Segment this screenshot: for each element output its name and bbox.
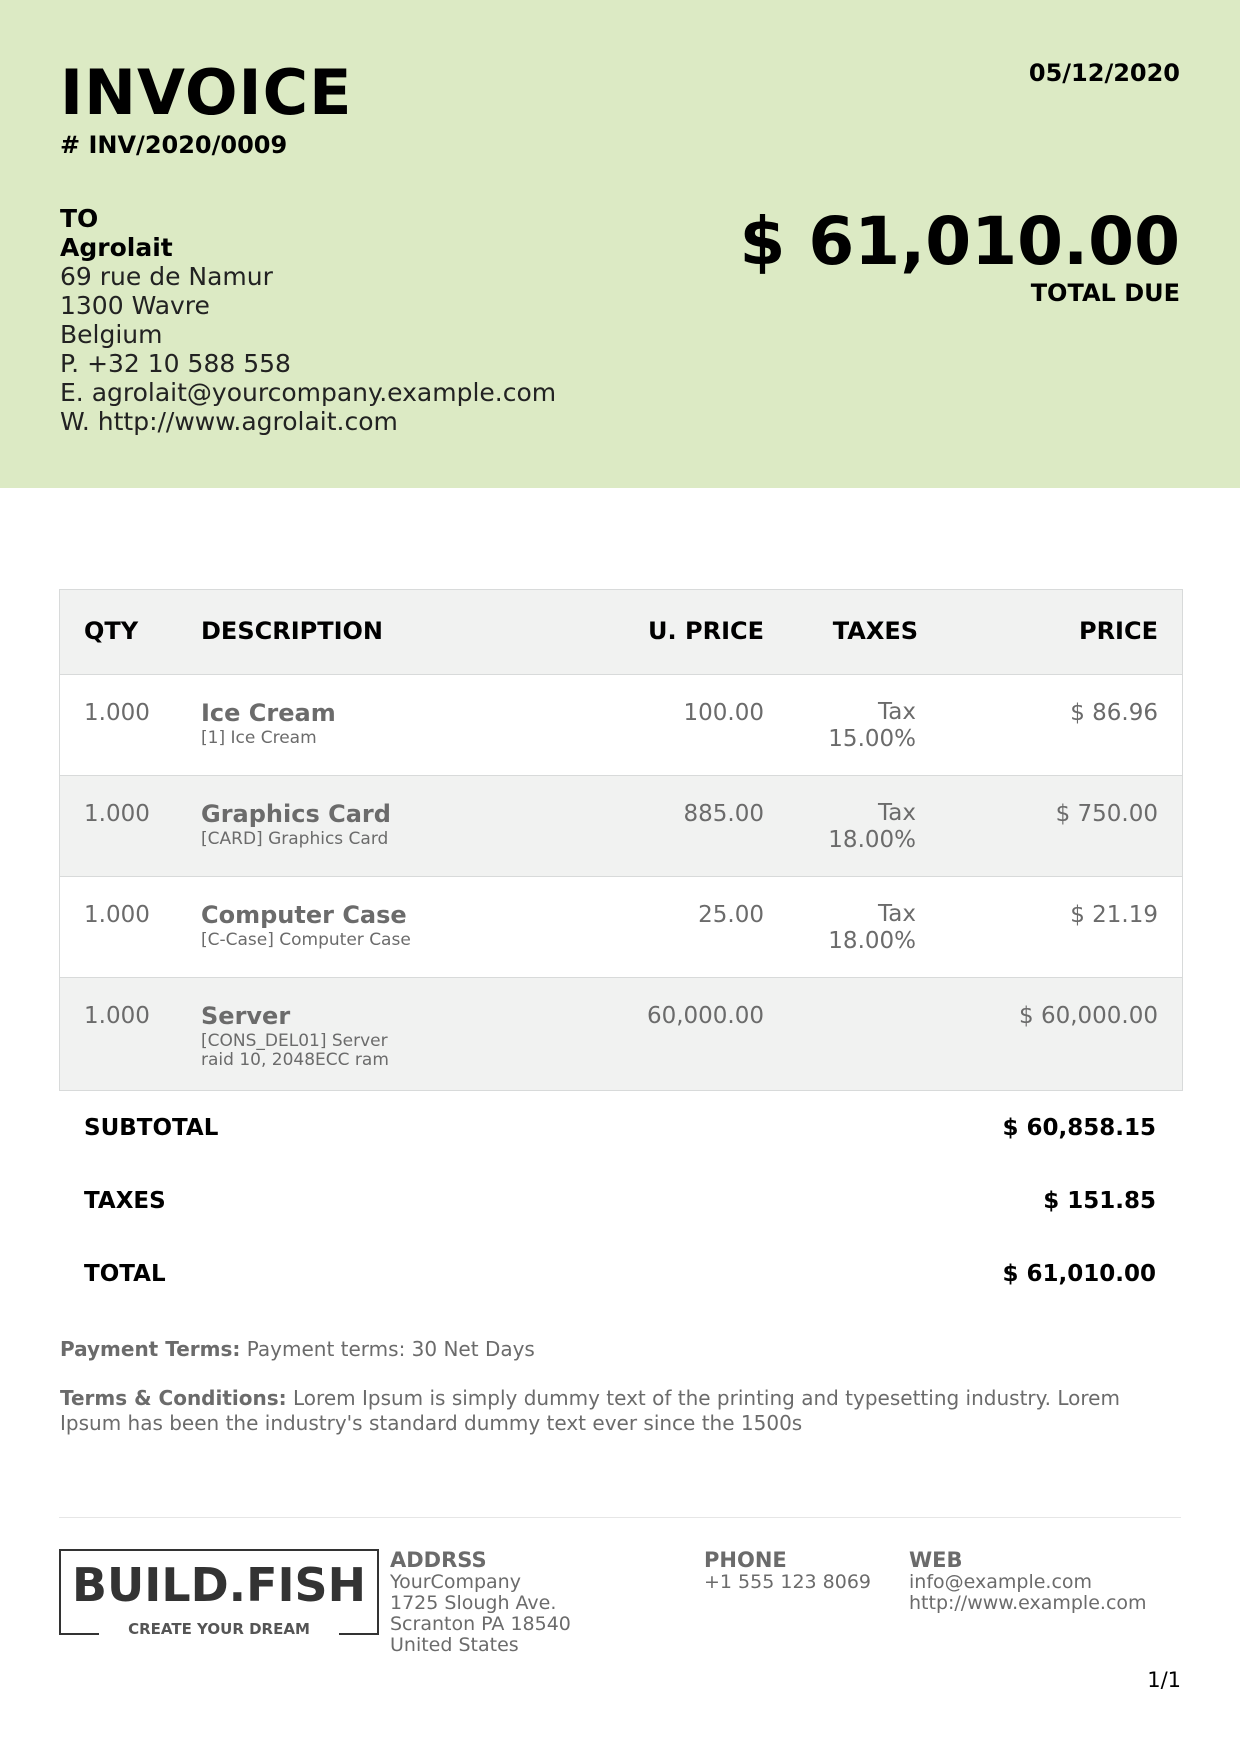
customer-email: E. agrolait@yourcompany.example.com <box>60 378 557 407</box>
total-due-amount: $ 61,010.00 <box>739 203 1180 280</box>
row-product-name: Graphics Card <box>201 800 391 828</box>
company-address-line: YourCompany <box>390 1571 521 1593</box>
row-product-detail <box>201 1032 389 1070</box>
customer-name: Agrolait <box>60 233 173 262</box>
row-price: $ 86.96 <box>1070 700 1158 726</box>
terms-and-conditions <box>60 1386 1180 1436</box>
row-qty: 1.000 <box>84 801 150 827</box>
payment-terms-text: Payment terms: 30 Net Days <box>246 1337 535 1361</box>
web-heading: WEB <box>909 1548 963 1572</box>
customer-address-line: 1300 Wavre <box>60 291 210 320</box>
logo-text: BUILD.FISH <box>72 1558 366 1612</box>
invoice-number: # INV/2020/0009 <box>60 131 288 159</box>
terms-conditions-text: Lorem Ipsum is simply dummy text of the printing and typesetting industry. Lorem Ipsum has been the industry's standard dummy text ever since the 1500s <box>60 1386 1120 1435</box>
total-value: $ 61,010.00 <box>1002 1261 1156 1287</box>
taxes-value: $ 151.85 <box>1043 1188 1156 1214</box>
payment-terms <box>60 1337 1180 1362</box>
company-logo <box>59 1549 379 1637</box>
invoice-title: INVOICE <box>60 56 353 129</box>
phone-heading: PHONE <box>704 1548 787 1572</box>
customer-web: W. http://www.agrolait.com <box>60 407 398 436</box>
footer-divider <box>59 1517 1181 1518</box>
row-qty: 1.000 <box>84 902 150 928</box>
unit-price-header: U. PRICE <box>648 617 764 645</box>
address-heading: ADDRSS <box>390 1548 487 1572</box>
footer-phone <box>704 1548 871 1593</box>
row-product-detail-line: [CARD] Graphics Card <box>201 829 389 849</box>
terms-conditions-label: Terms & Conditions: <box>60 1386 287 1410</box>
customer-address-block <box>60 204 556 436</box>
row-unit-price: 885.00 <box>683 801 764 827</box>
row-tax-rate: 18.00% <box>828 827 916 853</box>
table-row <box>60 877 1182 978</box>
company-website[interactable]: http://www.example.com <box>909 1592 1147 1614</box>
table-row <box>60 675 1182 776</box>
row-product-detail-line: [1] Ice Cream <box>201 728 317 748</box>
total-label: TOTAL <box>84 1261 166 1287</box>
row-tax <box>828 901 916 955</box>
row-unit-price: 60,000.00 <box>646 1003 764 1029</box>
table-header <box>60 590 1182 675</box>
company-address-line: Scranton PA 18540 <box>390 1613 571 1635</box>
customer-phone: P. +32 10 588 558 <box>60 349 291 378</box>
company-phone: +1 555 123 8069 <box>704 1571 872 1593</box>
company-address-line: 1725 Slough Ave. <box>390 1592 557 1614</box>
row-tax-label: Tax <box>878 800 916 826</box>
invoice-lines-table <box>59 589 1183 1091</box>
logo-tagline: CREATE YOUR DREAM <box>128 1620 310 1637</box>
payment-terms-label: Payment Terms: <box>60 1337 241 1361</box>
table-row <box>60 978 1182 1091</box>
page-number: 1/1 <box>1147 1668 1181 1692</box>
taxes-header: TAXES <box>832 617 918 645</box>
row-product-name: Server <box>201 1002 291 1030</box>
row-product-name: Computer Case <box>201 901 407 929</box>
row-tax-rate: 18.00% <box>828 928 916 954</box>
row-product-detail <box>201 729 317 748</box>
row-product-name: Ice Cream <box>201 699 336 727</box>
row-product-detail-line: [CONS_DEL01] Server <box>201 1031 388 1051</box>
company-email[interactable]: info@example.com <box>909 1571 1093 1593</box>
row-price: $ 60,000.00 <box>1019 1003 1158 1029</box>
row-tax-rate: 15.00% <box>828 726 916 752</box>
description-header: DESCRIPTION <box>201 617 384 645</box>
row-qty: 1.000 <box>84 1003 150 1029</box>
row-tax-label: Tax <box>878 901 916 927</box>
to-label: TO <box>60 204 99 233</box>
subtotal-value: $ 60,858.15 <box>1002 1115 1156 1141</box>
total-due-label: TOTAL DUE <box>1030 279 1180 307</box>
row-product-detail-line: raid 10, 2048ECC ram <box>201 1050 389 1070</box>
customer-address-line: 69 rue de Namur <box>60 262 273 291</box>
customer-address-line: Belgium <box>60 320 163 349</box>
row-price: $ 21.19 <box>1070 902 1158 928</box>
row-unit-price: 25.00 <box>698 902 764 928</box>
row-product-detail-line: [C-Case] Computer Case <box>201 930 411 950</box>
invoice-header <box>0 0 1240 488</box>
row-unit-price: 100.00 <box>683 700 764 726</box>
footer-address <box>390 1548 571 1656</box>
company-address-line: United States <box>390 1634 519 1656</box>
row-tax <box>828 800 916 854</box>
taxes-label: TAXES <box>84 1188 166 1214</box>
subtotal-label: SUBTOTAL <box>84 1115 219 1141</box>
row-product-detail <box>201 931 411 950</box>
table-row <box>60 776 1182 877</box>
row-tax <box>828 699 916 753</box>
row-product-detail <box>201 830 388 849</box>
invoice-date: 05/12/2020 <box>1028 59 1180 87</box>
qty-header: QTY <box>84 617 139 645</box>
footer-web <box>909 1548 1147 1614</box>
row-qty: 1.000 <box>84 700 150 726</box>
row-tax-label: Tax <box>878 699 916 725</box>
row-price: $ 750.00 <box>1055 801 1158 827</box>
price-header: PRICE <box>1078 617 1158 645</box>
